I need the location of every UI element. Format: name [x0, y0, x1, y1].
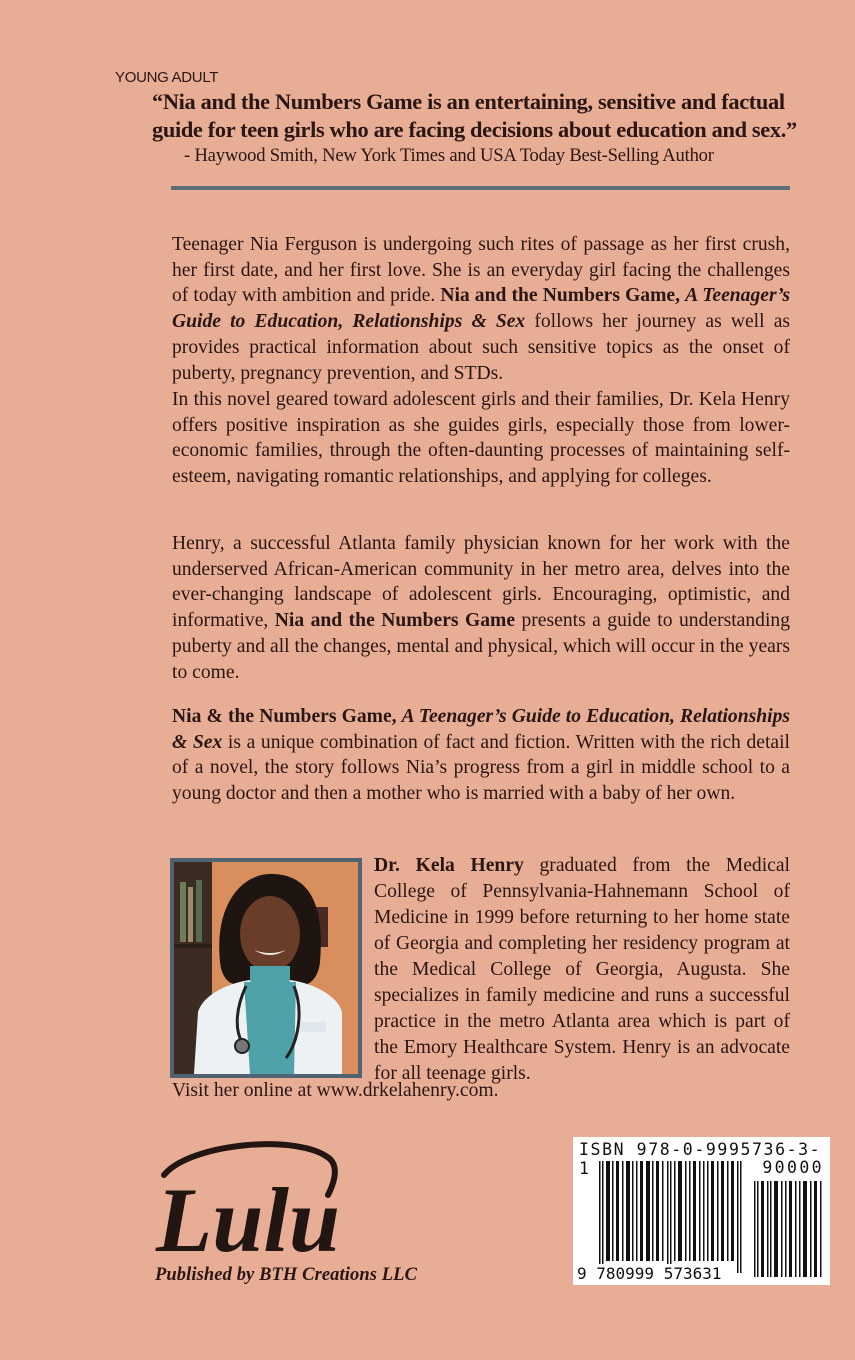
price-addon-label: 90000 — [762, 1158, 824, 1177]
endorsement-quote: “Nia and the Numbers Game is an entertaining, sensitive and factual guide for teen girls who are facing decisions about education and sex.” — [152, 89, 797, 142]
addon-barcode-bars-icon — [754, 1181, 826, 1277]
isbn-label: ISBN 978-0-9995736-3-1 — [579, 1140, 822, 1178]
author-photo — [170, 858, 362, 1078]
description-paragraph-1: Teenager Nia Ferguson is undergoing such rites of passage as her first crush, her first date, and her first love. She is an everyday girl facing the challenges of today with ambition and pride. Nia and the Numbers Game, A Teenager’s Guide to Education, Relationships & Sex follows her journey as well as provides practical information about such sensitive topics as the onset of puberty, pregnancy prevention, and STDs. — [172, 234, 791, 384]
description-paragraph-3: Henry, a successful Atlanta family physician known for her work with the underserved African-American community in her metro area, delves into the ever-changing landscape of adolescent girls. Encouraging, optimistic, and informative, Nia and the Numbers Game presents a guide to understanding puberty and all the changes, mental and physical, which will occur in the years to come. — [172, 533, 790, 683]
divider-rule — [171, 186, 790, 190]
endorsement-attribution: - Haywood Smith, New York Times and USA Today Best-Selling Author — [184, 145, 714, 166]
genre-label: YOUNG ADULT — [115, 69, 219, 86]
description-paragraph-4: Nia & the Numbers Game, A Teenager’s Guide to Education, Relationships & Sex is a unique combination of fact and fiction. Written with the rich detail of a novel, the story follows Nia’s progress from a girl in middle school to a young doctor and then a mother who is married with a baby of her own. — [172, 706, 790, 805]
description-paragraph-2: In this novel geared toward adolescent girls and their families, Dr. Kela Henry offers positive inspiration as she guides girls, especially those from lower-economic families, through the often-daunting processes of maintaining self-esteem, navigating romantic relationships, and applying for colleges. — [172, 389, 790, 488]
svg-text:Lulu: Lulu — [156, 1169, 341, 1265]
lulu-logo-icon — [150, 1135, 350, 1265]
ean-digits: 9 780999 573631 — [577, 1264, 722, 1283]
author-portrait-icon — [174, 862, 358, 1074]
isbn-barcode — [573, 1137, 830, 1285]
publisher-line: Published by BTH Creations LLC — [155, 1265, 418, 1285]
author-bio: Dr. Kela Henry graduated from the Medical College of Pennsylvania-Hahnemann School of Medicine in 1999 before returning to her home state of Georgia and completing her residency program at the Medical College of Georgia, Augusta. She specializes in family medicine and runs a successful practice in the metro Atlanta area which is part of the Emory Healthcare System. Henry is an advocate for all teenage girls. — [374, 855, 790, 1084]
author-website-line: Visit her online at www.drkelahenry.com. — [172, 1080, 499, 1101]
ean-barcode-bars-icon — [597, 1161, 745, 1273]
